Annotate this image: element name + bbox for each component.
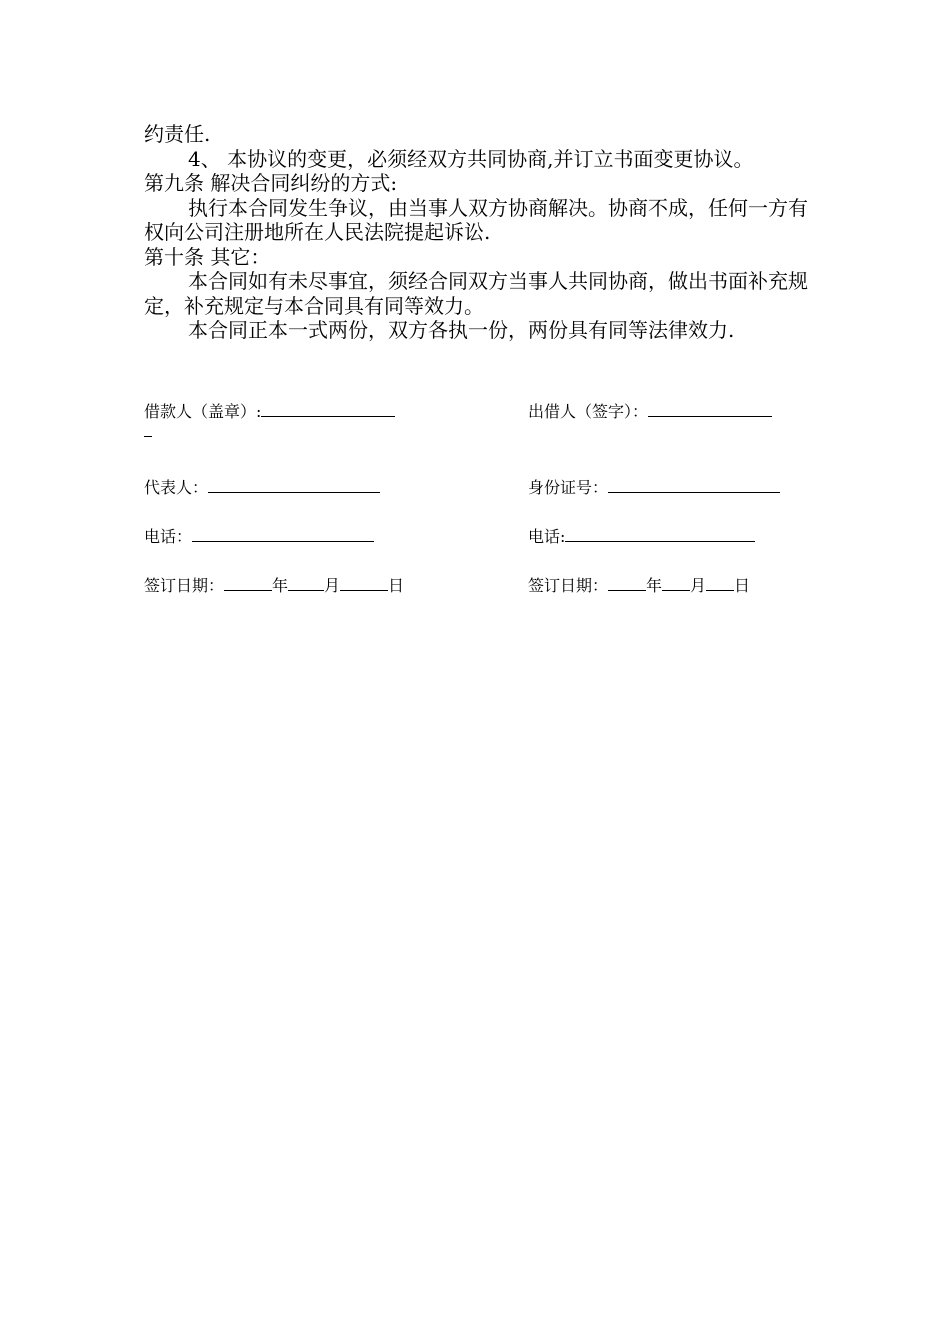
borrower-seal-blank (261, 404, 395, 417)
lender-phone-label: 电话: (528, 527, 566, 546)
lender-date-line (528, 576, 750, 596)
representative-label: 代表人： (144, 478, 209, 497)
id-number-blank (608, 480, 780, 493)
borrower-phone-line (144, 527, 374, 547)
article-10-heading: 第十条 其它： (144, 244, 271, 269)
copies-clause: 本合同正本一式两份，双方各执一份，两份具有同等法律效力. (188, 318, 735, 342)
borrower-day-label: 日 (388, 576, 405, 595)
lender-signature-blank (648, 404, 772, 417)
lender-date-label: 签订日期： (528, 576, 609, 595)
borrower-year-label: 年 (272, 576, 289, 595)
borrower-phone-label: 电话： (144, 527, 193, 546)
borrower-year-blank (224, 578, 272, 591)
lender-day-blank (706, 578, 734, 591)
borrower-date-line (144, 576, 404, 596)
article-9-text: 执行本合同发生争议，由当事人双方协商解决。协商不成，任何一方有权向公司注册地所在人民法院提起诉讼. (144, 195, 808, 244)
borrower-label: 借款人（盖章）: (144, 402, 262, 421)
id-number-label: 身份证号： (528, 478, 609, 497)
borrower-signature-line (144, 402, 395, 422)
contract-body (144, 122, 816, 343)
wrapped-underline-fragment (144, 436, 152, 437)
lender-signature-line (528, 402, 772, 422)
article-10-text: 本合同如有未尽事宜，须经合同双方当事人共同协商，做出书面补充规定，补充规定与本合同具有同等效力。 (144, 269, 808, 318)
borrower-day-blank (340, 578, 388, 591)
lender-phone-blank (565, 529, 755, 542)
borrower-phone-blank (192, 529, 374, 542)
lender-month-blank (662, 578, 690, 591)
representative-blank (208, 480, 380, 493)
lender-year-blank (608, 578, 646, 591)
lender-year-label: 年 (646, 576, 663, 595)
lender-month-label: 月 (690, 576, 707, 595)
clause-4-amendment: 4、 本协议的变更，必须经双方共同协商,并订立书面变更协议。 (188, 146, 754, 171)
lender-day-label: 日 (734, 576, 751, 595)
borrower-month-label: 月 (324, 576, 341, 595)
lender-phone-line (528, 527, 755, 547)
borrower-date-label: 签订日期： (144, 576, 225, 595)
lender-label: 出借人（签字）： (528, 402, 649, 421)
borrower-month-blank (288, 578, 324, 591)
article-9-heading: 第九条 解决合同纠纷的方式: (144, 171, 398, 195)
id-number-line (528, 478, 780, 498)
representative-line (144, 478, 380, 498)
paragraph-continuation: 约责任. (144, 122, 211, 146)
